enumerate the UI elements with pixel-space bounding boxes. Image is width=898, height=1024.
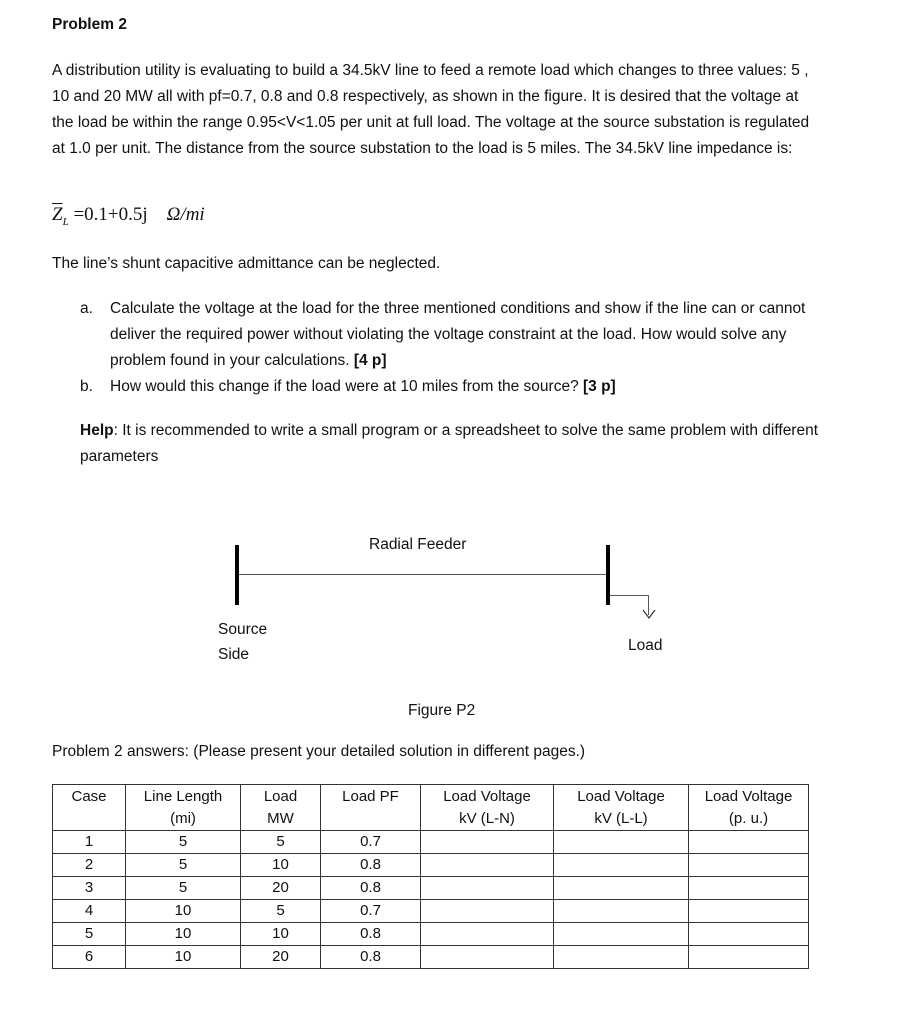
cell-load-pf: 0.8 <box>321 946 421 969</box>
cell-load-mw: 10 <box>241 923 321 946</box>
formula-expression: =0.1+0.5j <box>73 204 148 225</box>
cell-load-mw: 5 <box>241 831 321 854</box>
cell-load-pf: 0.8 <box>321 877 421 900</box>
cell-load-pf: 0.7 <box>321 831 421 854</box>
cell-line-length: 10 <box>126 900 241 923</box>
cell-voltage-ll <box>554 854 689 877</box>
header-voltage-pu: Load Voltage (p. u.) <box>689 785 809 831</box>
cell-voltage-pu <box>689 854 809 877</box>
formula-symbol: $\overline{Z}$ <box>52 204 63 225</box>
source-label: Source <box>218 621 268 638</box>
cell-case: 4 <box>53 900 126 923</box>
question-list <box>80 296 840 400</box>
header-load-pf: Load PF <box>321 785 421 831</box>
cell-voltage-pu <box>689 946 809 969</box>
table-row <box>53 923 809 946</box>
cell-load-mw: 5 <box>241 900 321 923</box>
cell-load-pf: 0.7 <box>321 900 421 923</box>
cell-line-length: 5 <box>126 877 241 900</box>
table-row <box>53 831 809 854</box>
problem-title: Problem 2 <box>52 16 127 33</box>
load-tap <box>610 595 648 596</box>
cell-load-pf: 0.8 <box>321 923 421 946</box>
question-a <box>80 296 840 374</box>
cell-voltage-ln <box>421 831 554 854</box>
answers-heading: Problem 2 answers: (Please present your detailed solution in different pages.) <box>52 743 586 760</box>
header-load-mw: Load MW <box>241 785 321 831</box>
cell-voltage-ll <box>554 923 689 946</box>
header-voltage-ln: Load Voltage kV (L-N) <box>421 785 554 831</box>
load-bus <box>606 545 610 605</box>
question-text: Calculate the voltage at the load for the three mentioned conditions and show if the line can or cannot deliver the required power without violating the voltage constraint at the load. How would solve any problem found in your calculations. <box>110 300 806 369</box>
cell-case: 1 <box>53 831 126 854</box>
problem-intro: A distribution utility is evaluating to build a 34.5kV line to feed a remote load which changes to three values: 5 , 10 and 20 MW all with pf=0.7, 0.8 and 0.8 respectively, as shown in the figure. It is desired that the voltage at the load be within the range 0.95<V<1.05 per unit at full load. The voltage at the source substation is regulated at 1.0 per unit. The distance from the source substation to the load is 5 miles. The 34.5kV line impedance is: <box>52 62 810 157</box>
help-text: : It is recommended to write a small program or a spreadsheet to solve the same problem with different parameters <box>80 422 819 465</box>
cell-voltage-ln <box>421 900 554 923</box>
cell-voltage-pu <box>689 831 809 854</box>
question-points: [3 p] <box>583 378 616 395</box>
figure-caption: Figure P2 <box>408 702 476 719</box>
header-case: Case <box>53 785 126 831</box>
cell-voltage-ll <box>554 946 689 969</box>
cell-case: 3 <box>53 877 126 900</box>
cell-line-length: 5 <box>126 854 241 877</box>
header-voltage-ll: Load Voltage kV (L-L) <box>554 785 689 831</box>
answers-table <box>52 784 809 969</box>
source-bus <box>235 545 239 605</box>
help-label: Help <box>80 422 114 439</box>
impedance-formula <box>52 204 205 228</box>
cell-voltage-ll <box>554 877 689 900</box>
source-label-2: Side <box>218 646 250 663</box>
cell-load-mw: 10 <box>241 854 321 877</box>
feeder-line <box>239 574 607 575</box>
question-label: b. <box>80 378 93 395</box>
question-points: [4 p] <box>353 352 387 369</box>
load-arrow-icon <box>642 608 656 620</box>
formula-unit: Ω/mi <box>166 204 205 225</box>
cell-voltage-ln <box>421 923 554 946</box>
cell-voltage-pu <box>689 900 809 923</box>
cell-case: 2 <box>53 854 126 877</box>
cell-voltage-pu <box>689 923 809 946</box>
load-label: Load <box>628 637 663 654</box>
cell-line-length: 10 <box>126 946 241 969</box>
cell-case: 5 <box>53 923 126 946</box>
question-b <box>80 374 840 400</box>
header-line-length: Line Length (mi) <box>126 785 241 831</box>
cell-voltage-ln <box>421 946 554 969</box>
cell-line-length: 10 <box>126 923 241 946</box>
help-note <box>80 418 840 470</box>
cell-load-pf: 0.8 <box>321 854 421 877</box>
table-row <box>53 900 809 923</box>
cell-voltage-ll <box>554 831 689 854</box>
shunt-note: The line’s shunt capacitive admittance can be neglected. <box>52 255 441 272</box>
feeder-label: Radial Feeder <box>369 536 467 553</box>
cell-line-length: 5 <box>126 831 241 854</box>
cell-voltage-ln <box>421 877 554 900</box>
table-row <box>53 854 809 877</box>
cell-voltage-pu <box>689 877 809 900</box>
table-row <box>53 946 809 969</box>
formula-subscript: L <box>62 215 69 228</box>
table-header-row <box>53 785 809 831</box>
question-label: a. <box>80 300 93 317</box>
cell-voltage-ll <box>554 900 689 923</box>
cell-case: 6 <box>53 946 126 969</box>
question-text: How would this change if the load were at 10 miles from the source? <box>110 378 579 395</box>
cell-load-mw: 20 <box>241 877 321 900</box>
table-row <box>53 877 809 900</box>
cell-voltage-ln <box>421 854 554 877</box>
cell-load-mw: 20 <box>241 946 321 969</box>
